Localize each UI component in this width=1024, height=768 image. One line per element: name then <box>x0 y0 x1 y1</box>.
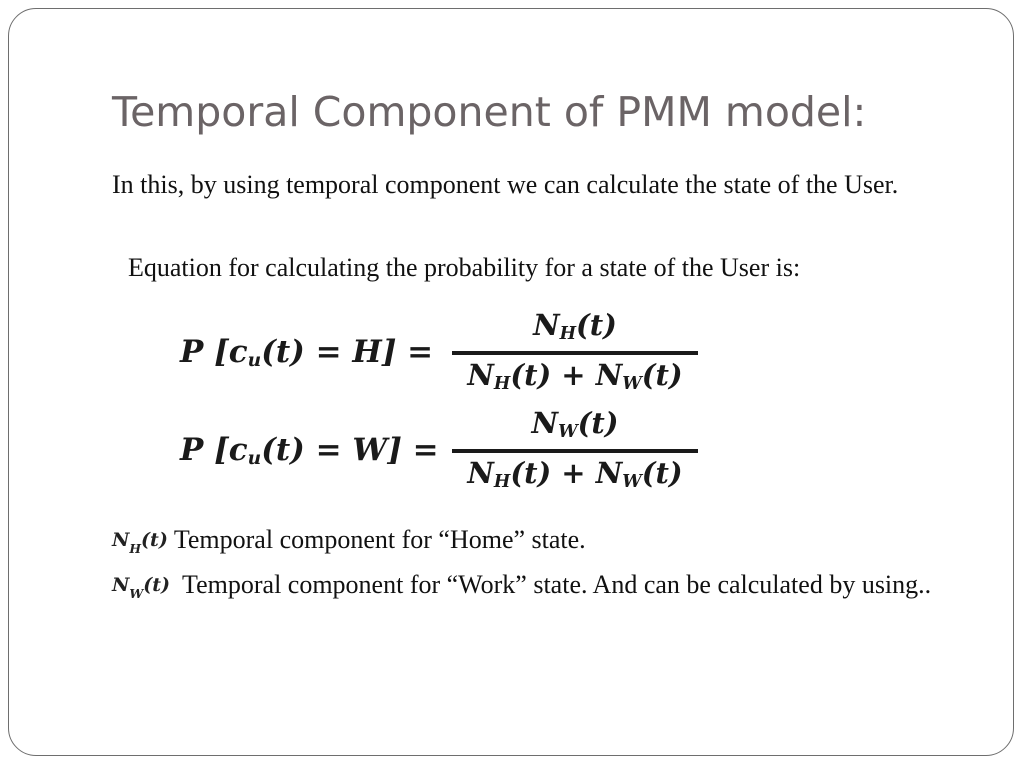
legend-symbol-nw: $N_W(t)$ <box>112 574 171 601</box>
equation-lhs: P $[c_u(t) = W]$ = <box>180 432 439 470</box>
equation-numerator: $N_W(t)$ <box>531 406 619 442</box>
equation-intro-text: Equation for calculating the probability for a state of the User is: <box>128 253 801 282</box>
equation-numerator: $N_H(t)$ <box>533 308 617 344</box>
equation-fraction <box>452 404 698 496</box>
equations-block <box>180 306 710 496</box>
equation-work <box>180 404 710 496</box>
legend-text: Temporal component for “Work” state. And can be calculated by using.. <box>176 570 932 599</box>
legend-symbol-nh: $N_H(t)$ <box>112 529 168 556</box>
fraction-bar <box>452 351 698 355</box>
equation-denominator: $N_H(t) + N_W(t)$ <box>467 456 683 492</box>
slide-title: Temporal Component of PMM model: <box>112 88 867 136</box>
fraction-bar <box>452 449 698 453</box>
equation-home <box>180 306 710 398</box>
equation-denominator: $N_H(t) + N_W(t)$ <box>467 358 683 394</box>
intro-text: In this, by using temporal component we can calculate the state of the User. <box>112 170 899 199</box>
legend-work <box>112 567 952 611</box>
equation-lhs: P $[c_u(t) = H]$ = <box>180 334 434 372</box>
legend-text: Temporal component for “Home” state. <box>173 525 586 554</box>
equation-fraction <box>452 306 698 398</box>
legend-home <box>112 522 952 566</box>
